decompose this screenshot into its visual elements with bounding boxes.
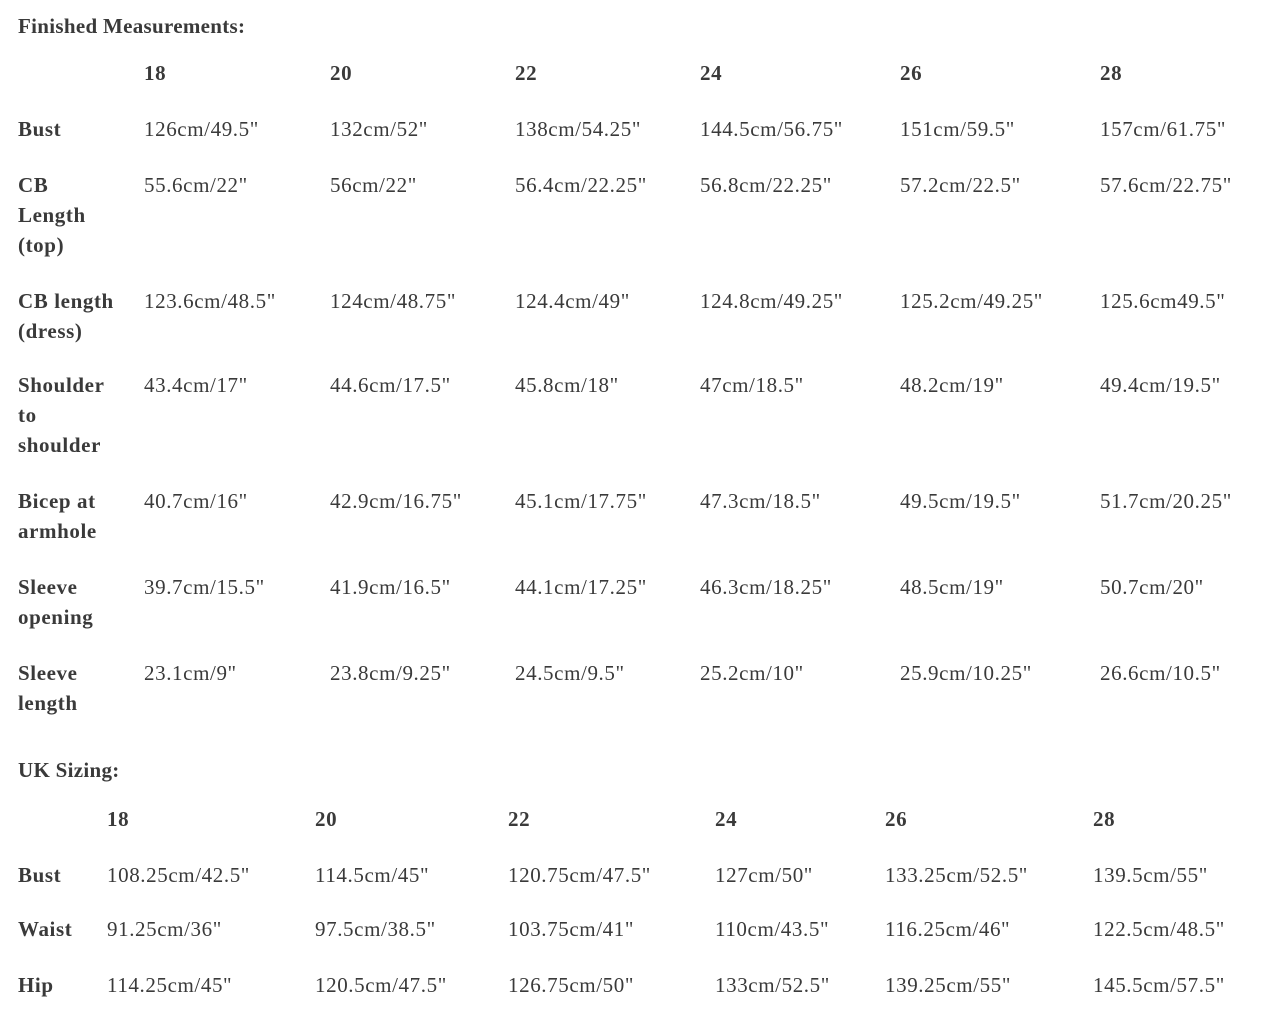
row-label: Bust [18, 863, 62, 887]
measurement-cell: 157cm/61.75" [1100, 117, 1227, 141]
size-header: 28 [1100, 61, 1123, 85]
measurement-cell: 122.5cm/48.5" [1093, 917, 1225, 941]
measurement-cell: 123.6cm/48.5" [144, 289, 276, 313]
measurement-cell: 145.5cm/57.5" [1093, 973, 1225, 997]
measurement-cell: 114.25cm/45" [107, 973, 233, 997]
measurement-cell: 124.4cm/49" [515, 289, 630, 313]
measurement-cell: 114.5cm/45" [315, 863, 430, 887]
measurement-cell: 43.4cm/17" [144, 373, 248, 397]
measurement-cell: 57.2cm/22.5" [900, 173, 1021, 197]
measurement-cell: 49.5cm/19.5" [900, 489, 1021, 513]
row-label: Sleeve opening [18, 575, 94, 629]
measurement-cell: 138cm/54.25" [515, 117, 642, 141]
measurement-cell: 51.7cm/20.25" [1100, 489, 1232, 513]
size-header: 26 [885, 807, 908, 831]
measurement-cell: 108.25cm/42.5" [107, 863, 250, 887]
measurement-cell: 139.5cm/55" [1093, 863, 1208, 887]
measurement-cell: 133cm/52.5" [715, 973, 830, 997]
measurement-cell: 44.6cm/17.5" [330, 373, 451, 397]
row-label: Shoulder to shoulder [18, 373, 105, 457]
size-header: 28 [1093, 807, 1116, 831]
measurement-cell: 48.5cm/19" [900, 575, 1004, 599]
row-label: Hip [18, 973, 54, 997]
measurement-cell: 23.1cm/9" [144, 661, 237, 685]
measurement-cell: 25.9cm/10.25" [900, 661, 1032, 685]
measurement-cell: 124.8cm/49.25" [700, 289, 843, 313]
measurement-cell: 133.25cm/52.5" [885, 863, 1028, 887]
measurement-cell: 47cm/18.5" [700, 373, 804, 397]
measurement-cell: 126cm/49.5" [144, 117, 259, 141]
measurement-cell: 40.7cm/16" [144, 489, 248, 513]
measurement-cell: 91.25cm/36" [107, 917, 222, 941]
row-label: Bust [18, 117, 62, 141]
measurement-cell: 132cm/52" [330, 117, 428, 141]
measurement-cell: 56.4cm/22.25" [515, 173, 647, 197]
measurement-cell: 26.6cm/10.5" [1100, 661, 1221, 685]
measurement-cell: 44.1cm/17.25" [515, 575, 647, 599]
size-header: 20 [330, 61, 353, 85]
measurement-cell: 41.9cm/16.5" [330, 575, 451, 599]
measurement-cell: 55.6cm/22" [144, 173, 248, 197]
measurement-cell: 127cm/50" [715, 863, 813, 887]
measurement-cell: 56.8cm/22.25" [700, 173, 832, 197]
uk-sizing-title: UK Sizing: [18, 758, 120, 782]
measurement-cell: 103.75cm/41" [508, 917, 635, 941]
measurement-cell: 57.6cm/22.75" [1100, 173, 1232, 197]
measurement-cell: 25.2cm/10" [700, 661, 804, 685]
measurement-cell: 124cm/48.75" [330, 289, 457, 313]
measurement-cell: 45.8cm/18" [515, 373, 619, 397]
measurement-cell: 151cm/59.5" [900, 117, 1015, 141]
measurement-cell: 45.1cm/17.75" [515, 489, 647, 513]
measurement-cell: 97.5cm/38.5" [315, 917, 436, 941]
measurement-cell: 48.2cm/19" [900, 373, 1004, 397]
measurement-cell: 47.3cm/18.5" [700, 489, 821, 513]
measurement-cell: 49.4cm/19.5" [1100, 373, 1221, 397]
measurement-cell: 110cm/43.5" [715, 917, 830, 941]
measurement-cell: 144.5cm/56.75" [700, 117, 843, 141]
measurement-cell: 120.5cm/47.5" [315, 973, 447, 997]
row-label: Bicep at armhole [18, 489, 97, 543]
size-header: 22 [508, 807, 531, 831]
row-label: CB length (dress) [18, 289, 114, 343]
size-header: 18 [107, 807, 130, 831]
measurement-cell: 42.9cm/16.75" [330, 489, 462, 513]
size-header: 26 [900, 61, 923, 85]
row-label: Sleeve length [18, 661, 78, 715]
measurement-cell: 116.25cm/46" [885, 917, 1011, 941]
measurement-cell: 139.25cm/55" [885, 973, 1012, 997]
measurement-cell: 125.6cm49.5" [1100, 289, 1226, 313]
row-label: Waist [18, 917, 73, 941]
measurement-cell: 120.75cm/47.5" [508, 863, 651, 887]
size-header: 22 [515, 61, 538, 85]
measurement-cell: 39.7cm/15.5" [144, 575, 265, 599]
size-header: 20 [315, 807, 338, 831]
measurement-cell: 24.5cm/9.5" [515, 661, 625, 685]
measurement-cell: 125.2cm/49.25" [900, 289, 1043, 313]
finished-measurements-title: Finished Measurements: [18, 14, 246, 38]
size-header: 18 [144, 61, 167, 85]
row-label: CB Length (top) [18, 173, 86, 257]
size-header: 24 [715, 807, 738, 831]
measurement-cell: 23.8cm/9.25" [330, 661, 451, 685]
measurement-cell: 50.7cm/20" [1100, 575, 1204, 599]
measurement-cell: 56cm/22" [330, 173, 417, 197]
measurement-cell: 126.75cm/50" [508, 973, 635, 997]
measurement-cell: 46.3cm/18.25" [700, 575, 832, 599]
size-header: 24 [700, 61, 723, 85]
